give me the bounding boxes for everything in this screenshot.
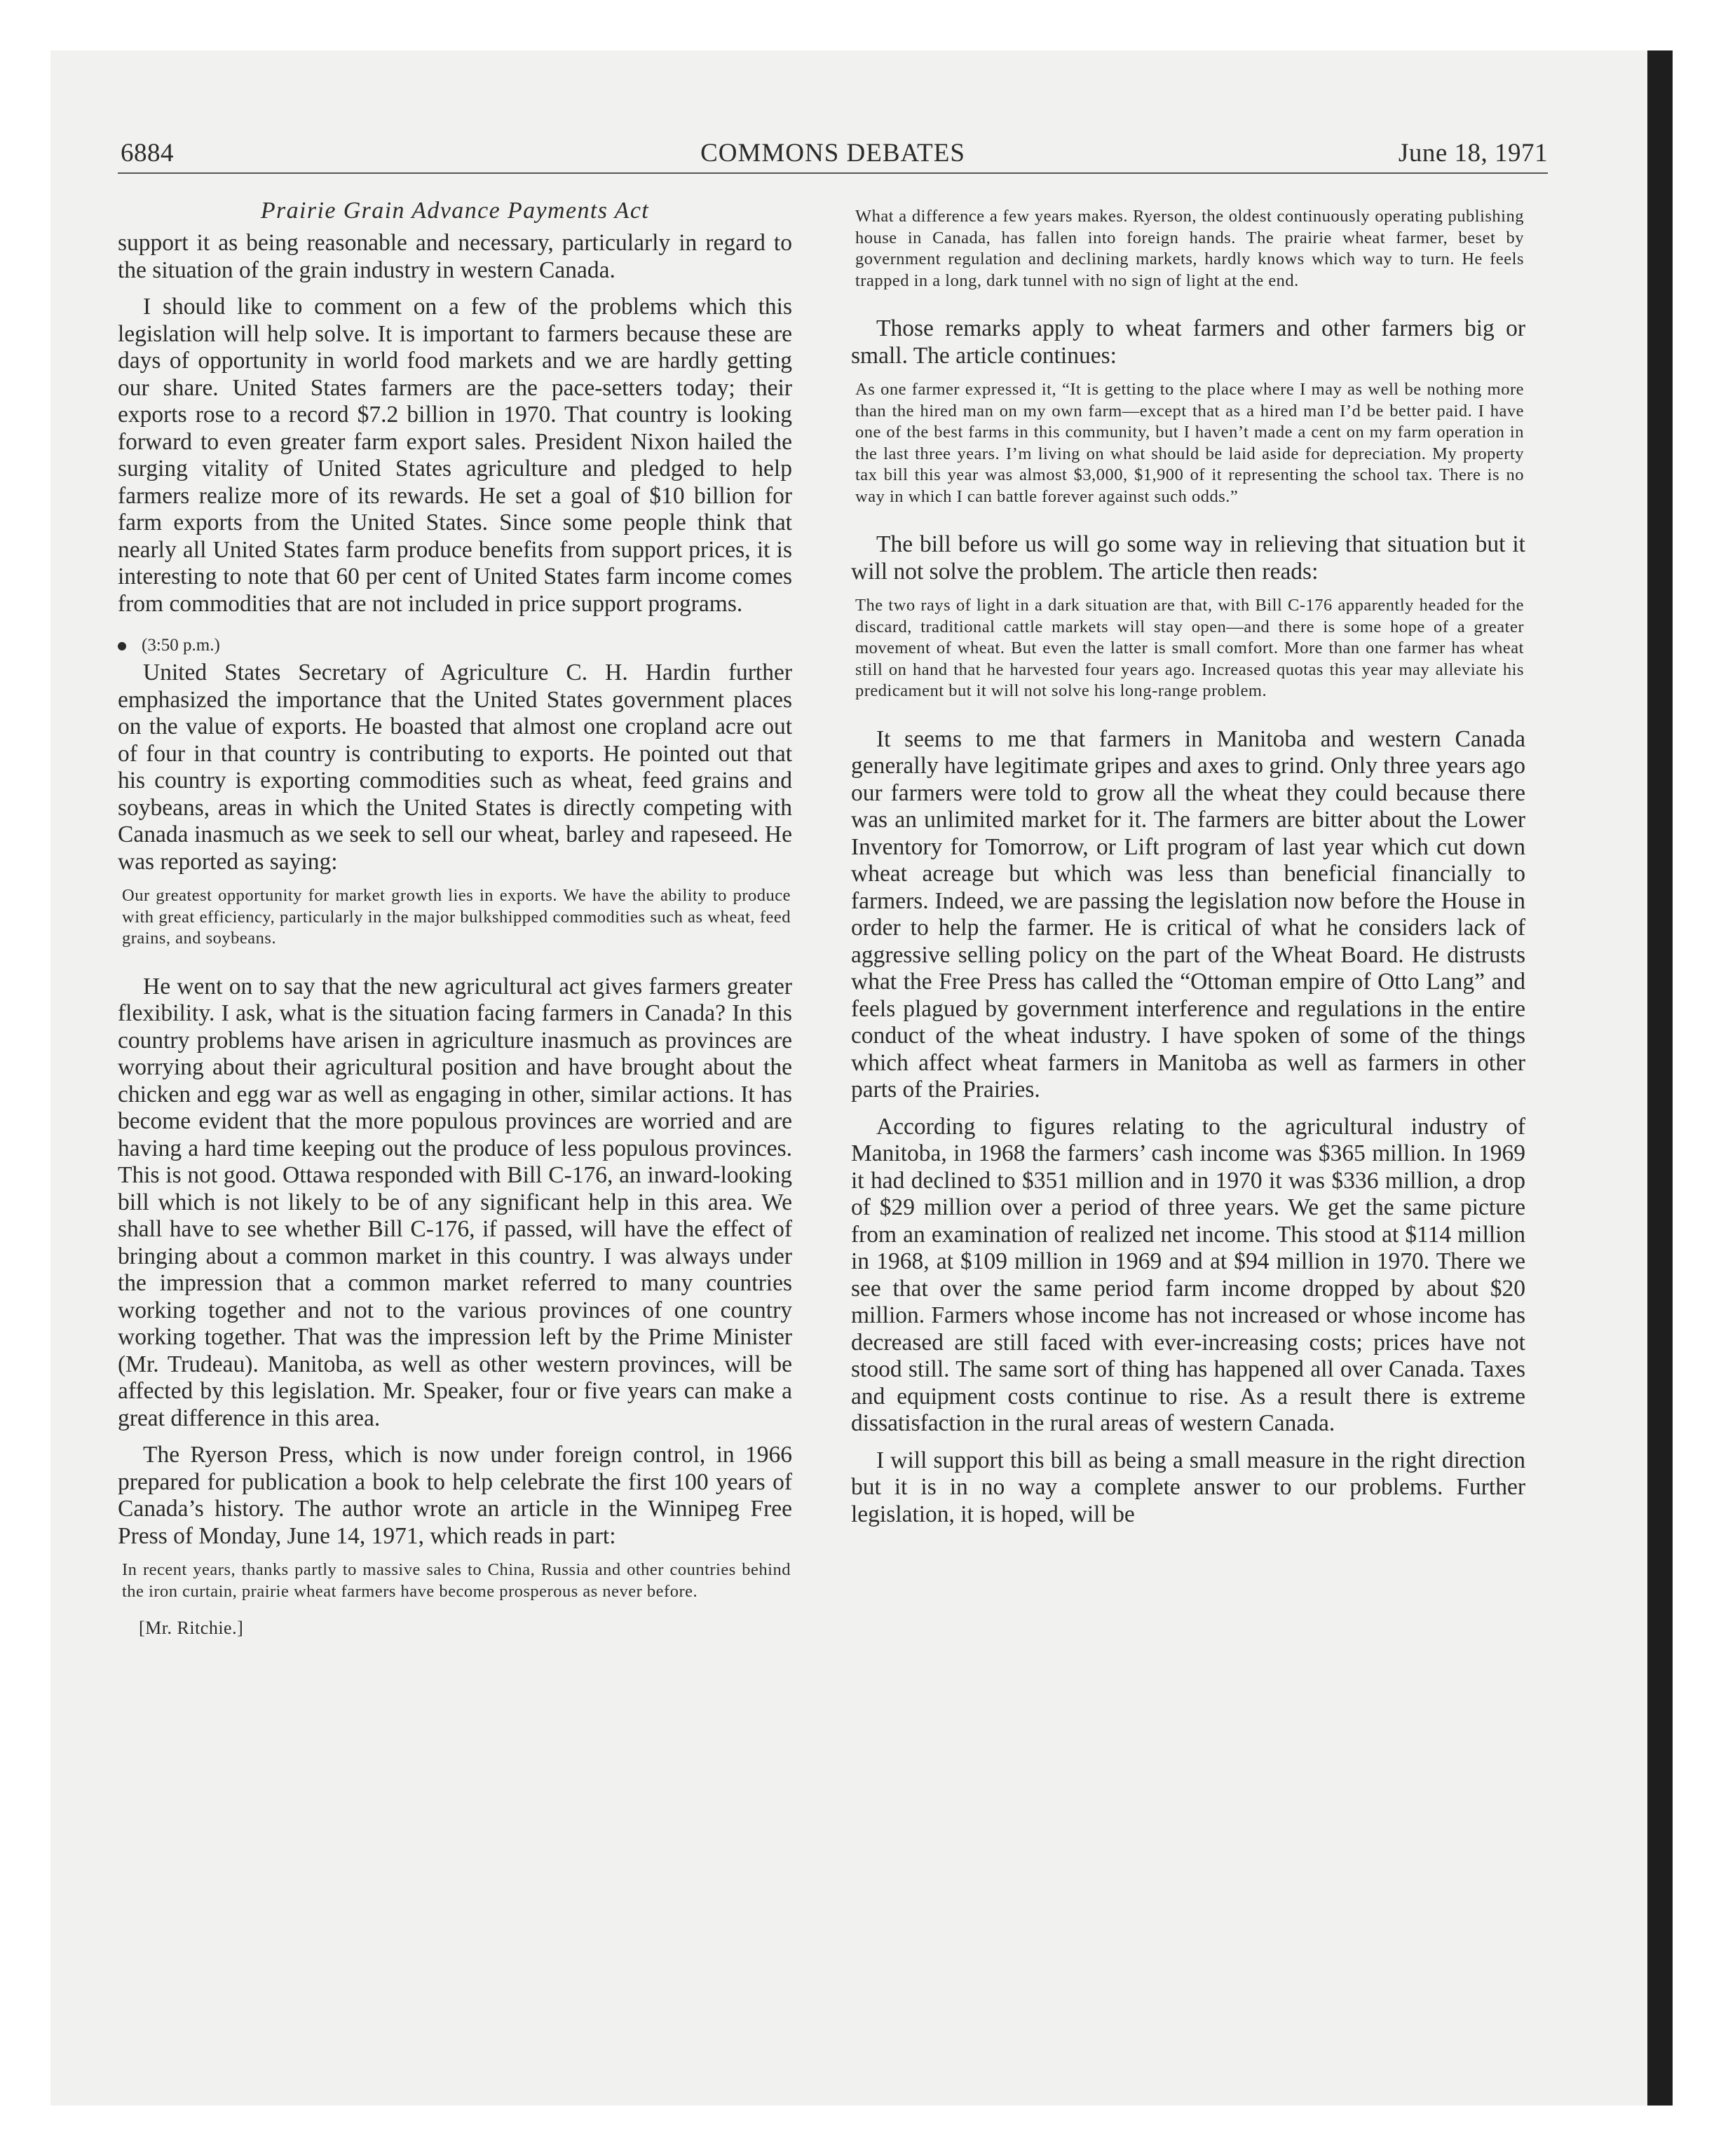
paragraph: United States Secretary of Agriculture C. H. Hardin further emphasized the importance that the United States government places on the value of exports. He boasted that almost one cropland acre out of four in that country is contributing to exports. He pointed out that his country is exporting commodities such as wheat, feed grains and soybeans, areas in which the United States is directly competing with Canada inasmuch as we seek to sell our wheat, barley and rapeseed. He was reported as saying: [118,660,792,875]
time-marker [118,636,792,655]
time-marker-text: (3:50 p.m.) [142,636,220,655]
page-header [118,133,1548,174]
paragraph: I should like to comment on a few of the problems which this legislation will help solve. It is important to farmers because these are days of opportunity in world food markets and we are hardly getting our share. United States farmers are the pace-setters today; their exports rose to a record $7.2 billion in 1970. That country is looking forward to even greater farm export sales. President Nixon hailed the surging vitality of United States agriculture and pledged to help farmers realize more of its rewards. He set a goal of $10 billion for farm exports from the United States. Since some people think that nearly all United States farm produce benefits from support prices, it is interesting to note that 60 per cent of United States farm income comes from commodities that are not included in price support programs. [118,294,792,617]
page-number: 6884 [121,139,174,168]
hansard-page [118,133,1548,1998]
block-quote: As one farmer expressed it, “It is getting to the place where I may as well be nothing more than the hired man on my own farm—except that as a hired man I’d be better paid. I have one of the best farms in this community, but I haven’t made a cent on my farm operation in the last three years. I’m living on what should be laid aside for depreciation. My property tax bill this year was almost $3,000, $1,900 of it representing the school tax. There is no way in which I can battle forever against such odds.” [855,380,1524,506]
block-quote: Our greatest opportunity for market growth lies in exports. We have the ability to produce with great efficiency, particularly in the major bulkshipped commodities such as wheat, feed grains, and soybeans. [122,886,791,948]
left-column [118,198,792,1639]
paragraph: support it as being reasonable and necessary, particularly in regard to the situation of the grain industry in western Canada. [118,230,792,283]
block-quote: In recent years, thanks partly to massive sales to China, Russia and other countries behind the iron curtain, prairie wheat farmers have become prosperous as never before. [122,1560,791,1601]
speaker-attribution: [Mr. Ritchie.] [139,1618,244,1638]
paragraph: He went on to say that the new agricultural act gives farmers greater flexibility. I ask, what is the situation facing farmers in Canada? In this country problems have arisen in agriculture inasmuch as provinces are worrying about their agricultural position and have brought about the chicken and egg war as well as engaging in other, similar actions. It has become evident that the more populous provinces are worried and are having a hard time keeping out the produce of less populous provinces. This is not good. Ottawa responded with Bill C-176, an inward-looking bill which is not likely to be of any significant help in this area. We shall have to see whether Bill C-176, if passed, will have the effect of bringing about a common market in this country. I was always under the impression that a common market referred to many countries working together and not to the various provinces of one country working together. That was the impression left by the Prime Minister (Mr. Trudeau). Manitoba, as well as other western provinces, will be affected by this legislation. Mr. Speaker, four or five years can make a great difference in this area. [118,973,792,1431]
scan-edge-shadow [1647,50,1673,2106]
running-title: Prairie Grain Advance Payments Act [260,198,650,224]
paragraph: It seems to me that farmers in Manitoba and western Canada generally have legitimate gripes and axes to grind. Only three years ago our farmers were told to grow all the wheat they could because there was an unlimited market for it. The farmers are bitter about the Lower Inventory for Tomorrow, or Lift program of last year which cut down wheat acreage but which was less than beneficial financially to farmers. Indeed, we are passing the legislation now before the House in order to help the farmer. He is critical of what he considers lack of aggressive selling policy on the part of the Wheat Board. He distrusts what the Free Press has called the “Ottoman empire of Otto Lang” and feels plagued by government interference and regulations in the entire conduct of the wheat industry. I have spoken of some of the things which affect wheat farmers in Manitoba as well as farmers in other parts of the Prairies. [851,725,1525,1103]
paragraph: Those remarks apply to wheat farmers and other farmers big or small. The article continues: [851,315,1525,369]
right-column [851,198,1525,1538]
block-quote: What a difference a few years makes. Ryerson, the oldest continuously operating publishing house in Canada, has fallen into foreign hands. The prairie wheat farmer, beset by government regulation and declining markets, hardly knows which way to turn. He feels trapped in a long, dark tunnel with no sign of light at the end. [855,207,1524,290]
paragraph: According to figures relating to the agricultural industry of Manitoba, in 1968 the farmers’ cash income was $365 million. In 1969 it had declined to $351 million and in 1970 it was $336 million, a drop of $29 million over a period of three years. We get the same picture from an examination of realized net income. This stood at $114 million in 1968, at $109 million in 1969 and at $94 million in 1970. There we see that over the same period farm income dropped by about $20 million. Farmers whose income has not increased or whose income has decreased are still faced with ever-increasing costs; prices have not stood still. The same sort of thing has happened all over Canada. Taxes and equipment costs continue to rise. As a result there is extreme dissatisfaction in the rural areas of western Canada. [851,1113,1525,1436]
bullet-icon [118,642,126,650]
block-quote: The two rays of light in a dark situation are that, with Bill C-176 apparently headed for the discard, traditional cattle markets will stay open—and there is some hope of a greater movement of wheat. But even the latter is small comfort. More than one farmer has wheat still on hand that he harvested four years ago. Increased quotas this year may alleviate his predicament but it will not solve his long-range problem. [855,596,1524,700]
paragraph: The bill before us will go some way in relieving that situation but it will not solve the problem. The article then reads: [851,531,1525,585]
paragraph: The Ryerson Press, which is now under foreign control, in 1966 prepared for publication a book to help celebrate the first 100 years of Canada’s history. The author wrote an article in the Winnipeg Free Press of Monday, June 14, 1971, which reads in part: [118,1442,792,1549]
page-date: June 18, 1971 [1398,139,1548,168]
paragraph: I will support this bill as being a small measure in the right direction but it is in no way a complete answer to our problems. Further legislation, it is hoped, will be [851,1447,1525,1527]
publication-title: COMMONS DEBATES [700,139,965,168]
